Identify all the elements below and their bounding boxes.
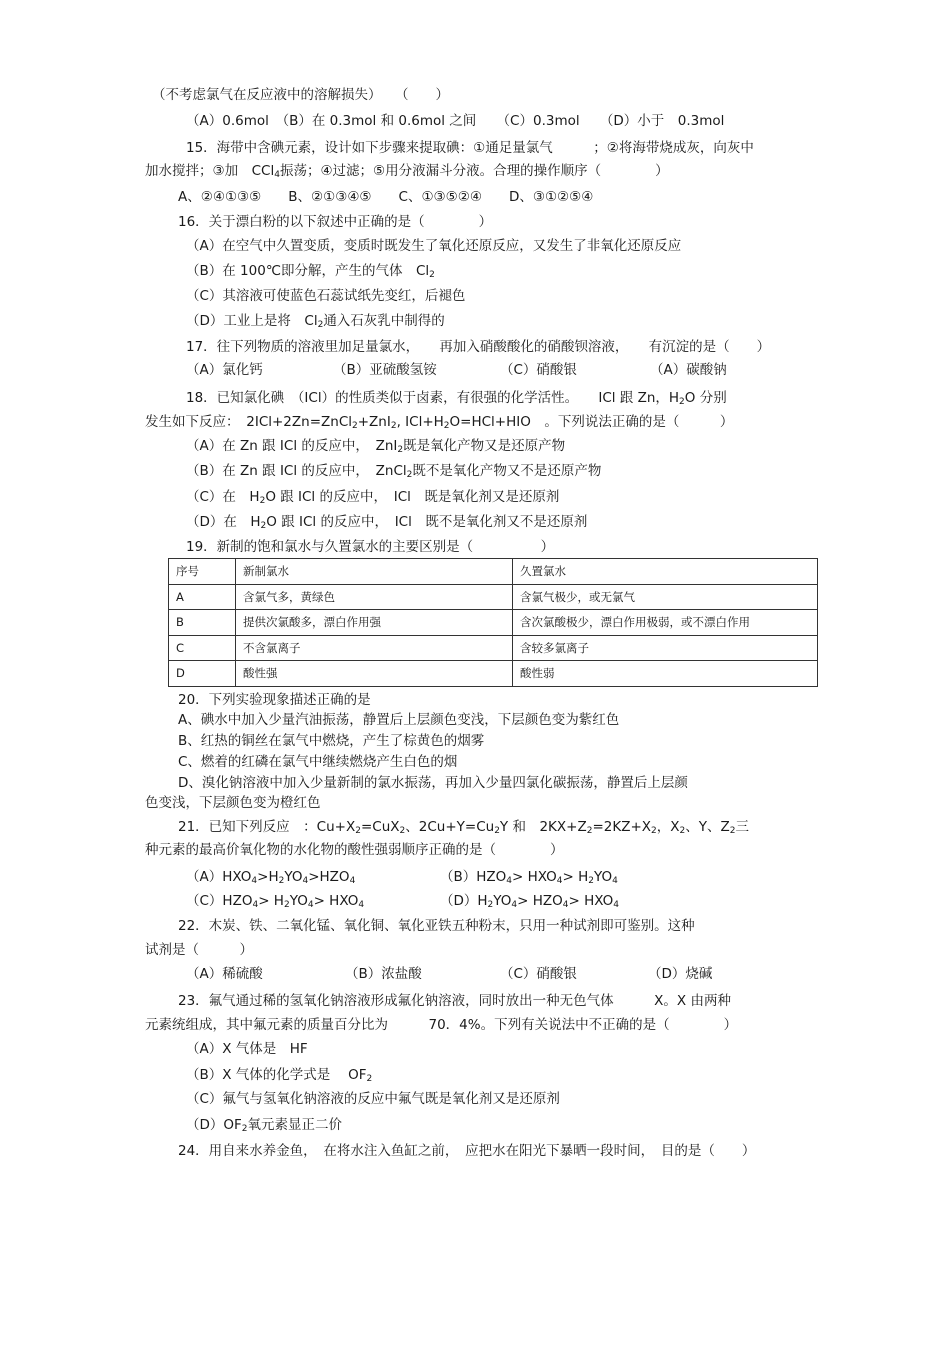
table-row <box>169 635 818 661</box>
q16-option-d: （D）工业上是将 $Cl_2$通入石灰乳中制得的 <box>186 313 445 330</box>
table-row <box>169 610 818 636</box>
q18-option-b: （B）在 Zn 跟 ICl 的反应中， ZnCl$_2$既不是氧化产物又不是还原产物 <box>186 463 602 480</box>
table-cell: 不含氯离子 <box>236 635 513 661</box>
table-cell: C <box>169 635 236 661</box>
q14-options: （A）0.6mol （B）在 0.3mol 和 0.6mol 之间 （C）0.3mol （D）小于 0.3mol <box>186 113 725 129</box>
q15-stem: 15．海带中含碘元素，设计如下步骤来提取碘：①通足量氯气 ；②将海带烧成灰，向灰中 <box>186 140 754 156</box>
table-header-row <box>169 559 818 585</box>
q21-option-b: $(B)HZO_4> HXO_4> H_2YO_4$ <box>440 869 618 886</box>
q22-option-b: （B）浓盐酸 <box>345 966 422 982</box>
q22-stem: 22．木炭、铁、二氧化锰、氧化铜、氧化亚铁五种粉末，只用一种试剂即可鉴别。这种 <box>178 918 695 934</box>
q23-option-a: （A）X 气体是 HF <box>186 1041 308 1057</box>
q18-stem-cont: 发生如下反应： 2ICl+2Zn=ZnCl$_2$+ZnI$_2$, $ICl+H_2O=HCl+HIO$ 。下列说法正确的是（ ） <box>145 414 734 431</box>
table-cell: 提供次氯酸多，漂白作用强 <box>236 610 513 636</box>
q17-stem: 17．往下列物质的溶液里加足量氯水， 再加入硝酸酸化的硝酸钡溶液， 有沉淀的是（ ） <box>186 339 771 355</box>
q20-option-b: B、红热的铜丝在氯气中燃烧，产生了棕黄色的烟雾 <box>178 733 485 749</box>
table-cell: A <box>169 584 236 610</box>
table-cell: 含较多氯离子 <box>513 635 818 661</box>
q23-option-b: （B）X 气体的化学式是 $OF_2$ <box>186 1067 373 1084</box>
q23-stem: 23．氟气通过稀的氢氧化钠溶液形成氟化钠溶液，同时放出一种无色气体 X。X 由两种 <box>178 993 731 1009</box>
q22-option-a: （A）稀硫酸 <box>186 966 263 982</box>
q20-stem: 20．下列实验现象描述正确的是 <box>178 692 371 708</box>
table-header-cell: 久置氯水 <box>513 559 818 585</box>
q18-option-d: （D）在 $H_2O$ 跟 ICl 的反应中， ICl 既不是氧化剂又不是还原剂 <box>186 514 588 531</box>
q20-option-c: C、燃着的红磷在氯气中继续燃烧产生白色的烟 <box>178 754 458 770</box>
q15-options: A、②④①③⑤ B、②①③④⑤ C、①③⑤②④ D、③①②⑤④ <box>178 189 594 205</box>
q16-option-b: （B）在 100℃即分解，产生的气体 $Cl_2$ <box>186 263 435 280</box>
q16-stem: 16．关于漂白粉的以下叙述中正确的是（ ） <box>178 214 493 230</box>
table-header-cell: 新制氯水 <box>236 559 513 585</box>
q21-stem-cont: 种元素的最高价氧化物的水化物的酸性强弱顺序正确的是（ ） <box>145 842 564 858</box>
q24-stem: 24．用自来水养金鱼， 在将水注入鱼缸之前， 应把水在阳光下暴晒一段时间， 目的是（ ） <box>178 1143 756 1159</box>
q18-stem: 18．已知氯化碘 （ICl）的性质类似于卤素，有很强的化学活性。 ICl 跟 Zn，$H_2O$ 分别 <box>186 390 727 407</box>
q22-stem-cont: 试剂是（ ） <box>145 942 253 958</box>
q17-option-b: （B）亚硫酸氢铵 <box>333 362 437 378</box>
table-cell: 含次氯酸极少，漂白作用极弱，或不漂白作用 <box>513 610 818 636</box>
table-cell: 含氯气多，黄绿色 <box>236 584 513 610</box>
q15-stem-cont: 加水搅拌；③加 CCl$_4$振荡；④过滤；⑤用分液漏斗分液。合理的操作顺序（ ） <box>145 163 669 180</box>
q17-option-c: （C）硝酸银 <box>500 362 577 378</box>
q16-option-a: （A）在空气中久置变质，变质时既发生了氧化还原反应，又发生了非氧化还原反应 <box>186 238 682 254</box>
q20-option-d: D、溴化钠溶液中加入少量新制的氯水振荡，再加入少量四氯化碳振荡，静置后上层颜 <box>178 775 688 791</box>
q19-stem: 19．新制的饱和氯水与久置氯水的主要区别是（ ） <box>186 539 555 555</box>
q21-option-c: $(C)HZO_4> H_2YO_4> HXO_4$ <box>186 893 365 910</box>
q22-option-c: （C）硝酸银 <box>500 966 577 982</box>
table-row <box>169 661 818 687</box>
q18-option-c: （C）在 $H_2O$ 跟 ICl 的反应中， ICl 既是氧化剂又是还原剂 <box>186 489 560 506</box>
q21-stem: 21．已知下列反应 ：$Cu+X_2=CuX_2$、$2Cu+Y=Cu_2Y$ 和 $2KX+Z_2=2KZ+X_2$，$X_2$、Y、$Z_2$三 <box>178 819 749 836</box>
q20-option-d-cont: 色变浅，下层颜色变为橙红色 <box>145 795 321 811</box>
q20-option-a: A、碘水中加入少量汽油振荡，静置后上层颜色变浅，下层颜色变为紫红色 <box>178 712 620 728</box>
table-cell: B <box>169 610 236 636</box>
q19-comparison-table <box>168 558 818 687</box>
table-row <box>169 584 818 610</box>
q21-option-a: $(A)HXO_4>H_2YO_4>HZO_4$ <box>186 869 356 886</box>
q17-option-a: （A）氯化钙 <box>186 362 263 378</box>
q17-option-d: （A）碳酸钠 <box>650 362 727 378</box>
table-cell: 含氯气极少，或无氯气 <box>513 584 818 610</box>
q21-option-d: $(D)H_2YO_4> HZO_4> HXO_4$ <box>440 893 620 910</box>
q16-option-c: （C）其溶液可使蓝色石蕊试纸先变红，后褪色 <box>186 288 466 304</box>
table-cell: 酸性弱 <box>513 661 818 687</box>
table-cell: D <box>169 661 236 687</box>
q23-stem-cont: 元素统组成，其中氟元素的质量百分比为 70．4%。下列有关说法中不正确的是（ ） <box>145 1017 738 1033</box>
q23-option-c: （C）氟气与氢氧化钠溶液的反应中氟气既是氧化剂又是还原剂 <box>186 1091 560 1107</box>
table-cell: 酸性强 <box>236 661 513 687</box>
q18-option-a: （A）在 Zn 跟 ICl 的反应中， ZnI$_2$既是氧化产物又是还原产物 <box>186 438 566 455</box>
q22-option-d: （D）烧碱 <box>648 966 713 982</box>
q14-note: （不考虑氯气在反应液中的溶解损失） （ ） <box>152 87 449 103</box>
table-header-cell: 序号 <box>169 559 236 585</box>
q23-option-d: $(D)OF_2$氧元素显正二价 <box>186 1117 343 1134</box>
